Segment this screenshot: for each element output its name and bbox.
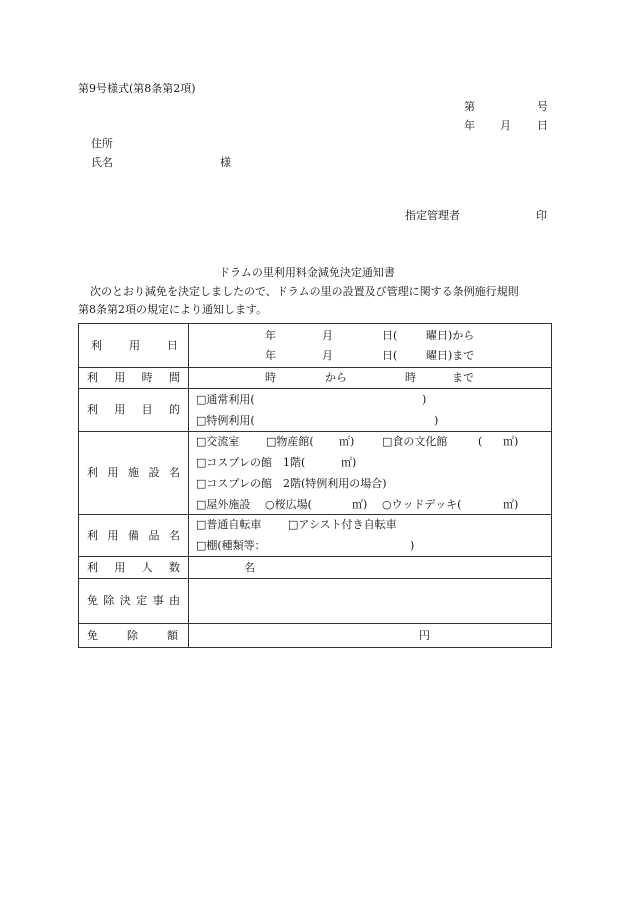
exemption-amount-value[interactable]: 円	[189, 624, 552, 648]
body-text-line-1: 次のとおり減免を決定しましたので、ドラムの里の設置及び管理に関する条例施行規則	[90, 285, 519, 298]
label-usage-date: 利 用 日	[79, 324, 189, 368]
row-exemption-amount	[79, 624, 552, 648]
row-usage-purpose	[79, 389, 552, 432]
food-culture-hall-checkbox[interactable]: □食の文化館	[382, 435, 448, 448]
normal-use-checkbox[interactable]: □通常利用(	[196, 393, 255, 406]
bicycle-checkbox[interactable]: □普通自転車	[196, 518, 262, 531]
label-usage-purpose: 利 用 目 的	[79, 389, 189, 432]
special-use-checkbox[interactable]: □特例利用(	[196, 414, 255, 427]
date-year: 年	[464, 119, 475, 132]
usage-purpose-value: □通常利用( ) □特例利用( )	[189, 389, 552, 432]
product-hall-checkbox[interactable]: □物産館(	[266, 435, 314, 448]
cosplay-1f-checkbox[interactable]: □コスプレの館 1階(	[196, 456, 306, 469]
label-number-of-users: 利 用 人 数	[79, 557, 189, 579]
row-facility-name	[79, 432, 552, 515]
row-usage-date	[79, 324, 552, 368]
label-facility-name: 利 用 施 設 名	[79, 432, 189, 515]
label-exemption-reason: 免 除 決 定 事 由	[79, 579, 189, 624]
row-usage-time	[79, 368, 552, 389]
notice-form-table	[78, 323, 552, 648]
seal-mark: 印	[536, 209, 547, 222]
form-number: 第9号様式(第8条第2項)	[78, 82, 196, 95]
page-title: ドラムの里利用料金減免決定通知書	[219, 266, 395, 279]
manager-label: 指定管理者	[405, 209, 460, 222]
usage-date-value[interactable]: 年 月 日( 曜日)から 年 月 日( 曜日)まで	[189, 324, 552, 368]
exemption-reason-value[interactable]	[189, 579, 552, 624]
exchange-room-checkbox[interactable]: □交流室	[196, 435, 240, 448]
label-exemption-amount: 免 除 額	[79, 624, 189, 648]
assist-bicycle-checkbox[interactable]: □アシスト付き自転車	[288, 518, 397, 531]
facility-name-value: □交流室 □物産館( ㎡) □食の文化館 ( ㎡) □コスプレの館 1階( ㎡) □コスプレの館 2階(特例利用の場合) □屋外施設 ○桜広場( ㎡) ○ウッドデッキ( ㎡)	[189, 432, 552, 515]
name-label: 氏名	[91, 156, 113, 169]
shelf-checkbox[interactable]: □棚(種類等：	[196, 539, 266, 552]
sakura-square-option[interactable]: ○桜広場(	[265, 498, 312, 511]
date-day: 日	[537, 119, 548, 132]
outdoor-checkbox[interactable]: □屋外施設	[196, 498, 251, 511]
label-usage-time: 利 用 時 間	[79, 368, 189, 389]
equipment-name-value: □普通自転車 □アシスト付き自転車 □棚(種類等： )	[189, 515, 552, 557]
row-exemption-reason	[79, 579, 552, 624]
date-month: 月	[500, 119, 511, 132]
number-of-users-value[interactable]: 名	[189, 557, 552, 579]
usage-time-value[interactable]: 時 から 時 まで	[189, 368, 552, 389]
row-number-of-users	[79, 557, 552, 579]
doc-number-prefix: 第	[464, 100, 475, 113]
cosplay-2f-checkbox[interactable]: □コスプレの館 2階(特例利用の場合)	[196, 477, 387, 490]
address-label: 住所	[91, 137, 113, 150]
label-equipment-name: 利 用 備 品 名	[79, 515, 189, 557]
wood-deck-option[interactable]: ○ウッドデッキ(	[382, 498, 462, 511]
row-equipment-name	[79, 515, 552, 557]
honorific: 様	[220, 156, 231, 169]
body-text-line-2: 第8条第2項の規定により通知します。	[78, 303, 268, 316]
doc-number-suffix: 号	[537, 100, 548, 113]
